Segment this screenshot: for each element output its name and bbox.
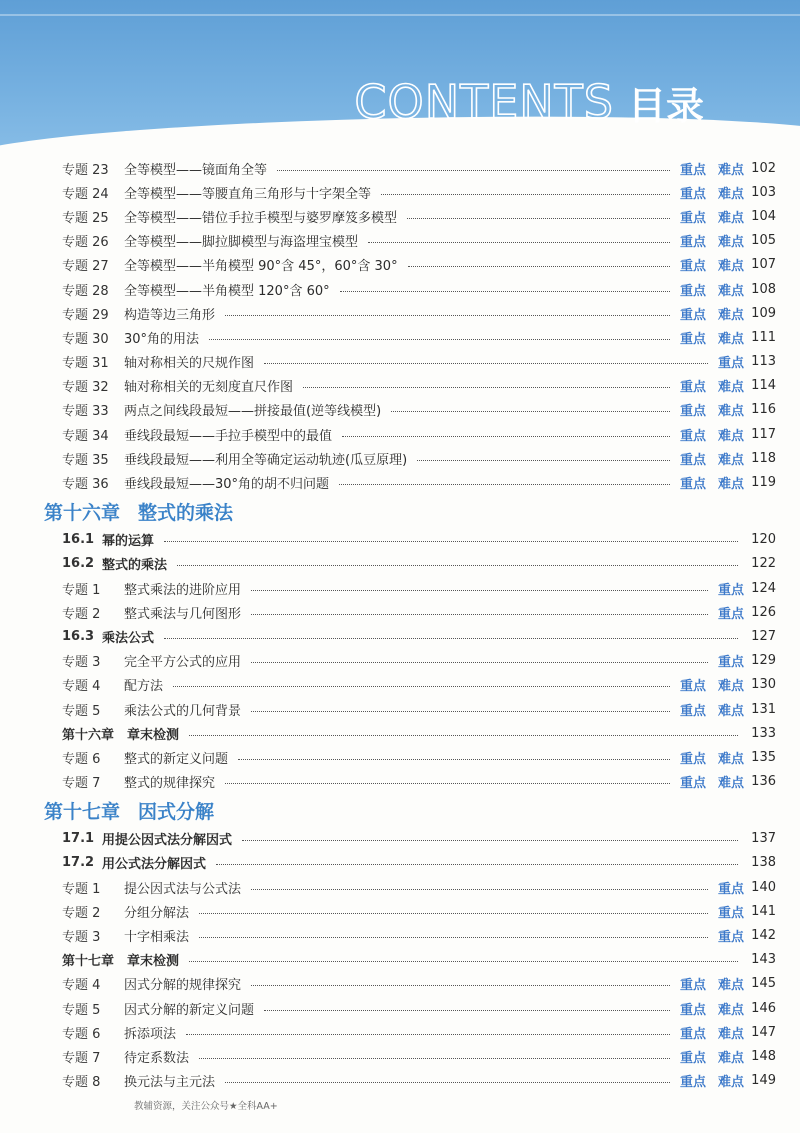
entry-number: 专题 34 — [62, 428, 109, 444]
dot-leader — [164, 638, 738, 639]
key-point-badge: 重点 — [679, 283, 706, 299]
contents-heading: CONTENTS — [354, 75, 614, 129]
key-point-badge: 重点 — [679, 1075, 706, 1091]
toc-topic-row[interactable] — [0, 422, 800, 446]
entry-number: 专题 8 — [62, 1075, 101, 1091]
dot-leader — [199, 913, 708, 914]
dot-leader — [391, 411, 670, 412]
entry-number: 专题 5 — [62, 1002, 101, 1018]
dot-leader — [339, 484, 670, 485]
entry-number: 专题 5 — [62, 703, 101, 719]
entry-title: 换元法与主元法 — [124, 1075, 216, 1091]
entry-number: 专题 27 — [62, 259, 109, 275]
entry-number: 专题 4 — [62, 679, 101, 695]
dot-leader — [199, 1058, 670, 1059]
entry-number: 专题 4 — [62, 978, 101, 994]
dot-leader — [186, 1034, 670, 1035]
toc-topic-row[interactable] — [0, 325, 800, 349]
dot-leader — [417, 460, 670, 461]
dot-leader — [238, 759, 670, 760]
page-number: 135 — [751, 749, 776, 765]
entry-title: 幂的运算 — [102, 534, 155, 550]
entry-number: 专题 2 — [62, 606, 101, 622]
entry-number: 专题 24 — [62, 186, 109, 202]
chapter-heading — [0, 794, 800, 827]
toc-topic-row[interactable] — [0, 301, 800, 325]
key-point-badge: 重点 — [679, 210, 706, 226]
difficulty-badge: 难点 — [717, 978, 744, 994]
difficulty-badge: 难点 — [717, 751, 744, 767]
dot-leader — [251, 662, 708, 663]
page-number: 129 — [751, 653, 776, 669]
entry-number: 专题 30 — [62, 331, 109, 347]
key-point-badge: 重点 — [679, 331, 706, 347]
key-point-badge: 重点 — [717, 881, 744, 897]
entry-title: 全等模型——脚拉脚模型与海盗埋宝模型 — [124, 235, 359, 251]
entry-number: 专题 7 — [62, 776, 101, 792]
entry-number: 17.2 — [62, 855, 95, 871]
entry-number: 专题 6 — [62, 1026, 101, 1042]
toc-topic-row[interactable] — [0, 277, 800, 301]
difficulty-badge: 难点 — [717, 307, 744, 323]
entry-title: 整式的新定义问题 — [124, 751, 229, 767]
entry-title: 完全平方公式的应用 — [124, 655, 242, 671]
entry-number: 16.2 — [62, 556, 95, 572]
toc-topic-row[interactable] — [0, 398, 800, 422]
entry-title: 乘法公式的几何背景 — [124, 703, 242, 719]
entry-title: 整式乘法与几何图形 — [124, 606, 242, 622]
chapter-heading — [0, 495, 800, 528]
page-number: 109 — [751, 305, 776, 321]
dot-leader — [251, 985, 670, 986]
entry-number: 17.1 — [62, 831, 95, 847]
page-number: 127 — [751, 628, 776, 644]
entry-title: 全等模型——半角模型 90°含 45°，60°含 30° — [124, 259, 398, 275]
entry-title: 第十六章 章末检测 — [62, 727, 180, 743]
page-number: 148 — [751, 1048, 776, 1064]
entry-number: 专题 7 — [62, 1050, 101, 1066]
table-of-contents — [0, 156, 800, 1093]
difficulty-badge: 难点 — [717, 235, 744, 251]
entry-title: 十字相乘法 — [124, 930, 190, 946]
page-number: 124 — [751, 580, 776, 596]
page-number: 140 — [751, 879, 776, 895]
dot-leader — [225, 315, 670, 316]
dot-leader — [216, 864, 738, 865]
dot-leader — [264, 1010, 670, 1011]
toc-topic-row[interactable] — [0, 649, 800, 673]
toc-topic-row[interactable] — [0, 1020, 800, 1044]
page-number: 147 — [751, 1024, 776, 1040]
footer-note: 教辅资源，关注公众号★全科AA+ — [134, 1101, 278, 1112]
key-point-badge: 重点 — [679, 452, 706, 468]
entry-number: 专题 1 — [62, 881, 101, 897]
entry-number: 专题 31 — [62, 356, 109, 372]
dot-leader — [177, 565, 738, 566]
toc-topic-row[interactable] — [0, 972, 800, 996]
page-number: 146 — [751, 1000, 776, 1016]
key-point-badge: 重点 — [717, 655, 744, 671]
toc-topic-row[interactable] — [0, 156, 800, 180]
banner-topline — [0, 14, 800, 16]
dot-leader — [368, 242, 670, 243]
entry-title: 轴对称相关的无刻度直尺作图 — [124, 380, 294, 396]
difficulty-badge: 难点 — [717, 1075, 744, 1091]
page-number: 119 — [751, 475, 776, 491]
key-point-badge: 重点 — [679, 307, 706, 323]
key-point-badge: 重点 — [679, 162, 706, 178]
page-number: 149 — [751, 1073, 776, 1089]
entry-title: 整式乘法的进阶应用 — [124, 582, 242, 598]
dot-leader — [164, 541, 738, 542]
difficulty-badge: 难点 — [717, 703, 744, 719]
page-number: 133 — [751, 725, 776, 741]
toc-topic-row[interactable] — [0, 1069, 800, 1093]
entry-title: 全等模型——半角模型 120°含 60° — [124, 283, 330, 299]
dot-leader — [189, 735, 738, 736]
toc-topic-row[interactable] — [0, 697, 800, 721]
page-number: 120 — [751, 532, 776, 548]
key-point-badge: 重点 — [679, 703, 706, 719]
entry-title: 垂线段最短——30°角的胡不归问题 — [124, 477, 330, 493]
key-point-badge: 重点 — [679, 477, 706, 493]
dot-leader — [407, 218, 670, 219]
entry-number: 专题 29 — [62, 307, 109, 323]
entry-number: 专题 3 — [62, 655, 101, 671]
page-number: 130 — [751, 677, 776, 693]
key-point-badge: 重点 — [717, 905, 744, 921]
key-point-badge: 重点 — [717, 582, 744, 598]
toc-topic-row[interactable] — [0, 899, 800, 923]
page-number: 114 — [751, 378, 776, 394]
page-number: 136 — [751, 774, 776, 790]
entry-number: 专题 35 — [62, 452, 109, 468]
entry-title: 全等模型——错位手拉手模型与婆罗摩笈多模型 — [124, 210, 398, 226]
toc-topic-row[interactable] — [0, 229, 800, 253]
entry-title: 垂线段最短——手拉手模型中的最值 — [124, 428, 333, 444]
difficulty-badge: 难点 — [717, 679, 744, 695]
toc-topic-row[interactable] — [0, 446, 800, 470]
difficulty-badge: 难点 — [717, 1002, 744, 1018]
dot-leader — [225, 1082, 670, 1083]
dot-leader — [408, 266, 670, 267]
difficulty-badge: 难点 — [717, 186, 744, 202]
entry-number: 专题 25 — [62, 210, 109, 226]
dot-leader — [225, 783, 670, 784]
difficulty-badge: 难点 — [717, 776, 744, 792]
dot-leader — [381, 194, 670, 195]
difficulty-badge: 难点 — [717, 452, 744, 468]
key-point-badge: 重点 — [717, 356, 744, 372]
chapter-title: 整式的乘法 — [138, 501, 234, 524]
page-number: 142 — [751, 928, 776, 944]
entry-number: 专题 3 — [62, 930, 101, 946]
entry-number: 专题 23 — [62, 162, 109, 178]
entry-title: 因式分解的规律探究 — [124, 978, 242, 994]
entry-title: 用提公因式法分解因式 — [102, 833, 233, 849]
mulu-heading: 目录 — [627, 83, 704, 128]
key-point-badge: 重点 — [679, 679, 706, 695]
page-number: 102 — [751, 160, 776, 176]
key-point-badge: 重点 — [679, 751, 706, 767]
dot-leader — [342, 436, 670, 437]
key-point-badge: 重点 — [679, 1026, 706, 1042]
difficulty-badge: 难点 — [717, 331, 744, 347]
page-number: 111 — [751, 329, 776, 345]
toc-topic-row[interactable] — [0, 180, 800, 204]
difficulty-badge: 难点 — [717, 1026, 744, 1042]
entry-title: 整式的规律探究 — [124, 776, 216, 792]
key-point-badge: 重点 — [717, 606, 744, 622]
entry-number: 专题 2 — [62, 905, 101, 921]
page-number: 103 — [751, 184, 776, 200]
chapter-number: 第十六章 — [44, 501, 121, 524]
page-number: 122 — [751, 556, 776, 572]
difficulty-badge: 难点 — [717, 210, 744, 226]
toc-section-row[interactable] — [0, 851, 800, 875]
page-number: 116 — [751, 402, 776, 418]
toc-section-row[interactable] — [0, 528, 800, 552]
entry-title: 构造等边三角形 — [124, 307, 216, 323]
difficulty-badge: 难点 — [717, 283, 744, 299]
toc-section-row[interactable] — [0, 624, 800, 648]
toc-topic-row[interactable] — [0, 350, 800, 374]
toc-topic-row[interactable] — [0, 770, 800, 794]
entry-title: 第十七章 章末检测 — [62, 954, 180, 970]
toc-topic-row[interactable] — [0, 745, 800, 769]
entry-number: 专题 26 — [62, 235, 109, 251]
difficulty-badge: 难点 — [717, 259, 744, 275]
entry-title: 提公因式法与公式法 — [124, 881, 242, 897]
difficulty-badge: 难点 — [717, 162, 744, 178]
dot-leader — [242, 840, 738, 841]
toc-section-row[interactable] — [0, 827, 800, 851]
page-number: 126 — [751, 604, 776, 620]
toc-review-row[interactable] — [0, 948, 800, 972]
dot-leader — [173, 686, 670, 687]
entry-title: 乘法公式 — [102, 630, 155, 646]
toc-topic-row[interactable] — [0, 204, 800, 228]
entry-number: 专题 28 — [62, 283, 109, 299]
entry-number: 专题 6 — [62, 751, 101, 767]
entry-title: 全等模型——镜面角全等 — [124, 162, 268, 178]
dot-leader — [189, 961, 738, 962]
key-point-badge: 重点 — [679, 776, 706, 792]
toc-review-row[interactable] — [0, 721, 800, 745]
dot-leader — [264, 363, 708, 364]
key-point-badge: 重点 — [679, 259, 706, 275]
key-point-badge: 重点 — [679, 1050, 706, 1066]
entry-title: 轴对称相关的尺规作图 — [124, 356, 255, 372]
dot-leader — [340, 291, 670, 292]
entry-title: 配方法 — [124, 679, 164, 695]
toc-topic-row[interactable] — [0, 996, 800, 1020]
difficulty-badge: 难点 — [717, 404, 744, 420]
entry-title: 两点之间线段最短——拼接最值(逆等线模型) — [124, 404, 382, 420]
key-point-badge: 重点 — [679, 1002, 706, 1018]
page-number: 131 — [751, 701, 776, 717]
toc-topic-row[interactable] — [0, 923, 800, 947]
difficulty-badge: 难点 — [717, 477, 744, 493]
dot-leader — [277, 170, 670, 171]
entry-title: 全等模型——等腰直角三角形与十字架全等 — [124, 186, 372, 202]
entry-title: 用公式法分解因式 — [102, 857, 207, 873]
dot-leader — [303, 387, 670, 388]
key-point-badge: 重点 — [679, 978, 706, 994]
dot-leader — [251, 590, 708, 591]
page-number: 105 — [751, 233, 776, 249]
entry-number: 专题 33 — [62, 404, 109, 420]
difficulty-badge: 难点 — [717, 380, 744, 396]
entry-title: 分组分解法 — [124, 905, 190, 921]
page-number: 143 — [751, 952, 776, 968]
entry-title: 待定系数法 — [124, 1050, 190, 1066]
chapter-title: 因式分解 — [138, 800, 215, 823]
banner-title — [354, 72, 704, 132]
key-point-badge: 重点 — [679, 186, 706, 202]
page-number: 118 — [751, 450, 776, 466]
key-point-badge: 重点 — [679, 404, 706, 420]
page-number: 108 — [751, 281, 776, 297]
page-number: 145 — [751, 976, 776, 992]
header-banner — [0, 0, 800, 150]
toc-topic-row[interactable] — [0, 374, 800, 398]
entry-title: 因式分解的新定义问题 — [124, 1002, 255, 1018]
dot-leader — [251, 614, 708, 615]
entry-number: 16.1 — [62, 532, 95, 548]
key-point-badge: 重点 — [679, 380, 706, 396]
page-number: 104 — [751, 208, 776, 224]
toc-topic-row[interactable] — [0, 673, 800, 697]
entry-title: 拆添项法 — [124, 1026, 177, 1042]
entry-number: 专题 32 — [62, 380, 109, 396]
toc-topic-row[interactable] — [0, 576, 800, 600]
entry-number: 专题 36 — [62, 477, 109, 493]
toc-section-row[interactable] — [0, 552, 800, 576]
page-number: 138 — [751, 855, 776, 871]
toc-topic-row[interactable] — [0, 600, 800, 624]
dot-leader — [209, 339, 670, 340]
dot-leader — [251, 889, 708, 890]
difficulty-badge: 难点 — [717, 428, 744, 444]
entry-title: 30°角的用法 — [124, 331, 200, 347]
dot-leader — [251, 711, 670, 712]
dot-leader — [199, 937, 708, 938]
page-number: 117 — [751, 426, 776, 442]
entry-number: 专题 1 — [62, 582, 101, 598]
toc-topic-row[interactable] — [0, 253, 800, 277]
toc-topic-row[interactable] — [0, 875, 800, 899]
key-point-badge: 重点 — [679, 428, 706, 444]
key-point-badge: 重点 — [717, 930, 744, 946]
page-number: 113 — [751, 354, 776, 370]
chapter-number: 第十七章 — [44, 800, 121, 823]
entry-number: 16.3 — [62, 628, 95, 644]
page-number: 107 — [751, 257, 776, 273]
difficulty-badge: 难点 — [717, 1050, 744, 1066]
page-number: 141 — [751, 903, 776, 919]
entry-title: 整式的乘法 — [102, 558, 168, 574]
key-point-badge: 重点 — [679, 235, 706, 251]
toc-topic-row[interactable] — [0, 1044, 800, 1068]
entry-title: 垂线段最短——利用全等确定运动轨迹(瓜豆原理) — [124, 452, 408, 468]
toc-topic-row[interactable] — [0, 470, 800, 494]
page-number: 137 — [751, 831, 776, 847]
